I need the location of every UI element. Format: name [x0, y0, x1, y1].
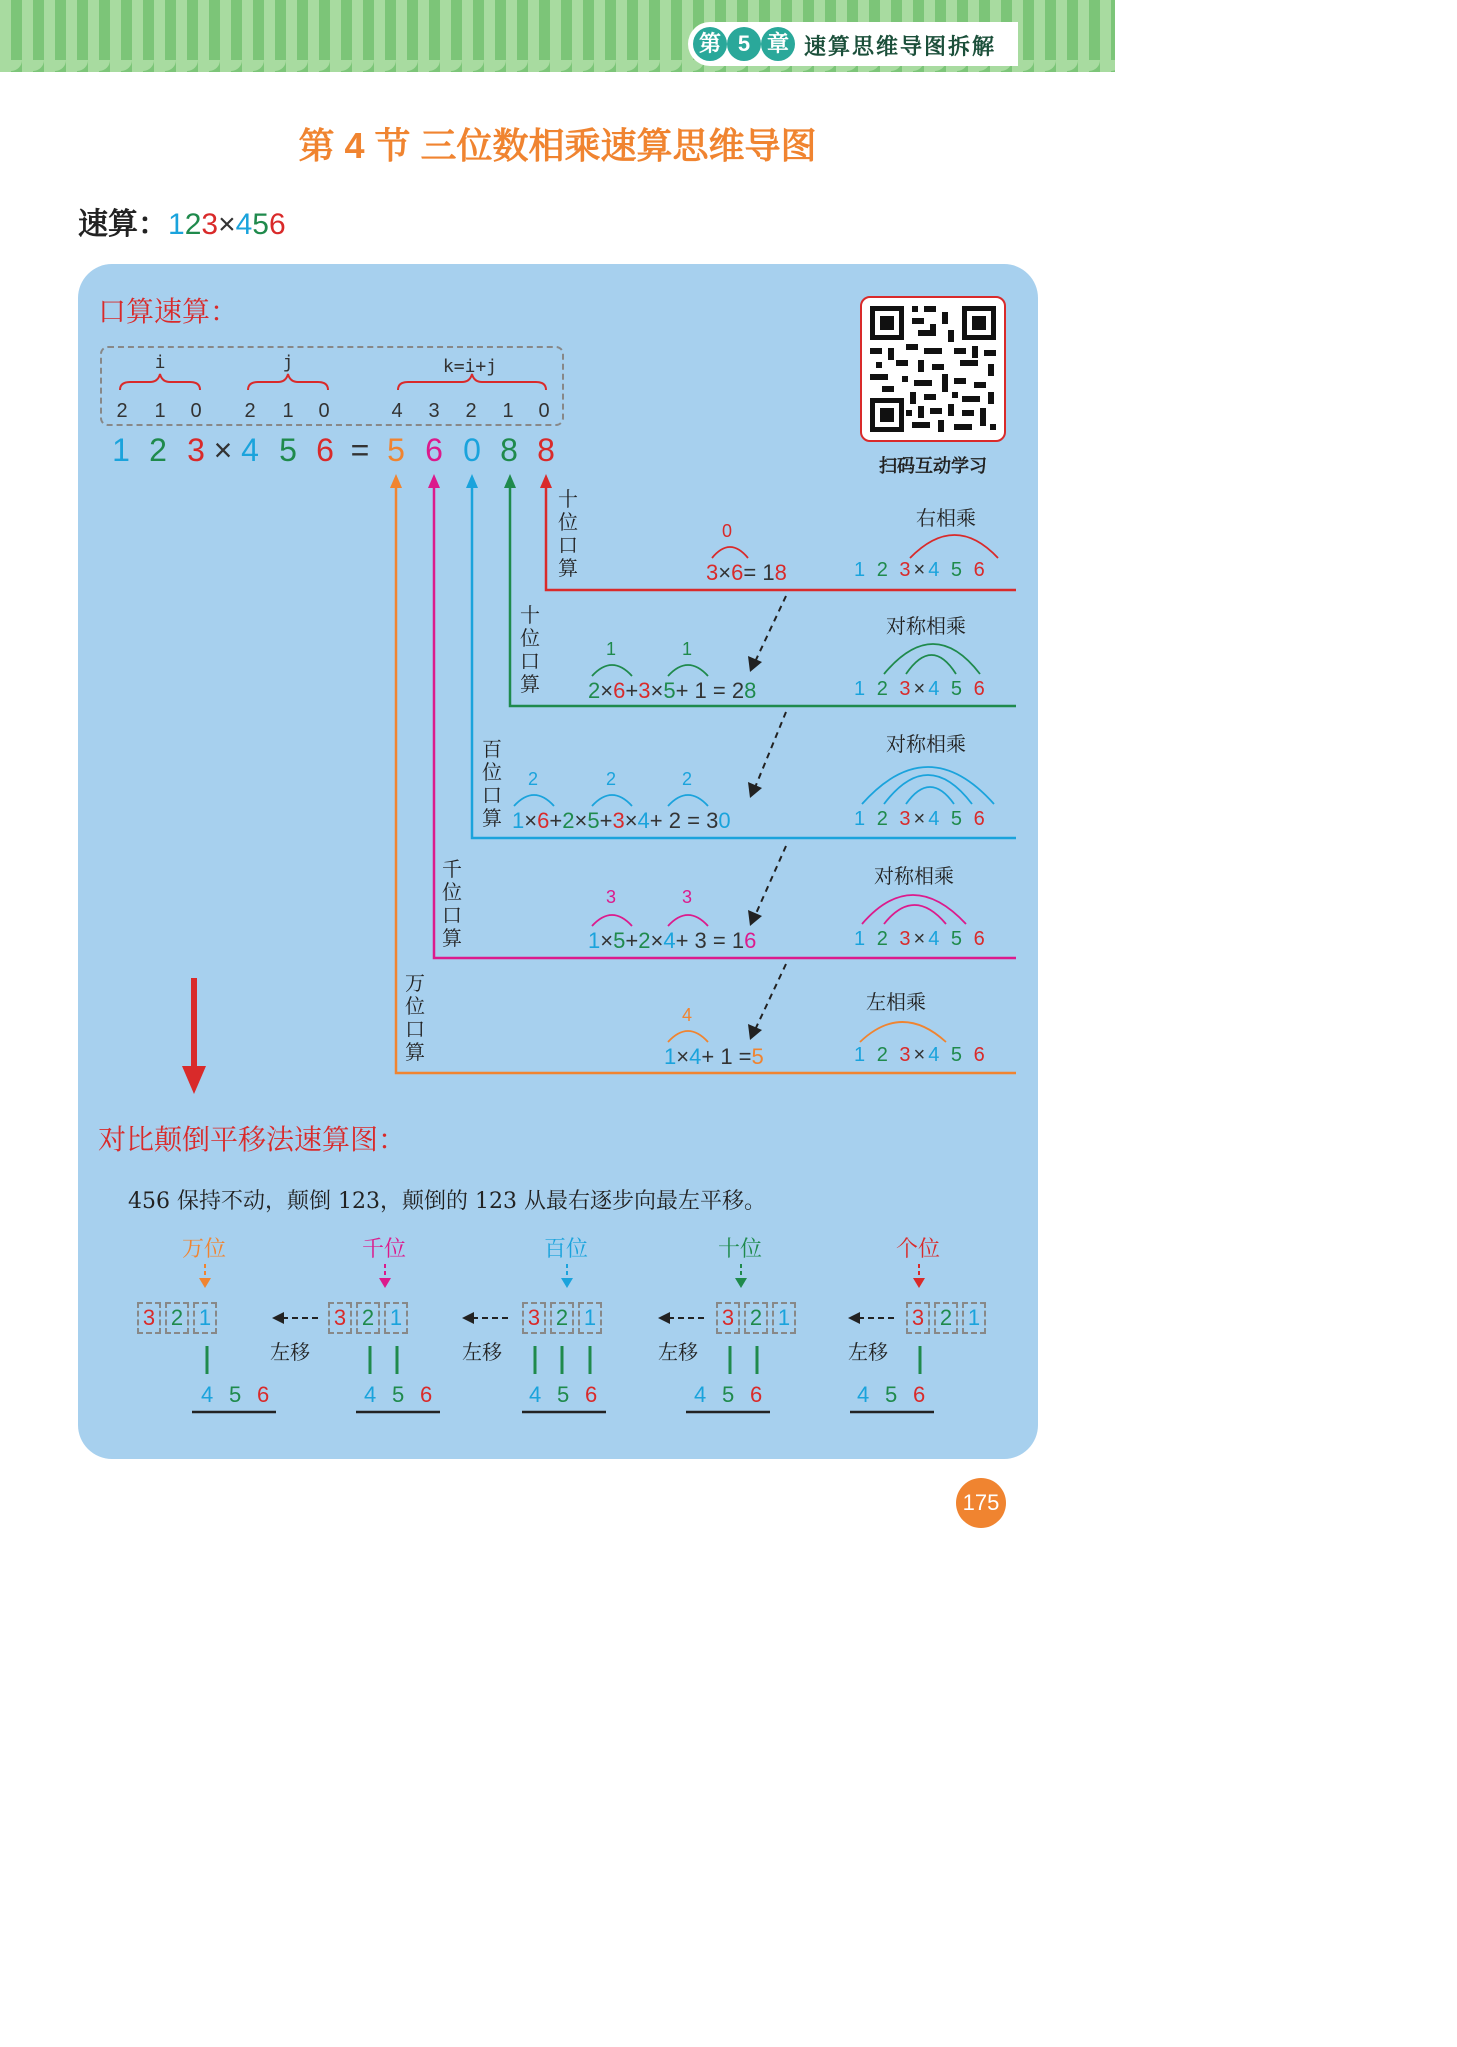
index-k: 0	[538, 400, 550, 422]
reversed-digit-box: 3	[137, 1302, 161, 1334]
problem-digit: 4	[235, 208, 253, 241]
index-i: 1	[154, 400, 166, 422]
main-digit: 4	[241, 432, 259, 468]
method-label: 对称相乘	[886, 614, 966, 638]
reversed-digit-box: 1	[193, 1302, 217, 1334]
chapter-title: 速算思维导图拆解	[804, 34, 997, 59]
fixed-digit: 4	[201, 1382, 214, 1407]
step-equation: 3×6= 18	[706, 560, 787, 585]
problem-digit: 6	[268, 208, 286, 241]
fixed-digit: 4	[364, 1382, 377, 1407]
reversed-digit-box: 2	[934, 1302, 958, 1334]
result-digit: 0	[463, 432, 481, 468]
result-digit: 6	[425, 432, 443, 468]
carry-digit: 2	[682, 769, 693, 789]
index-j: 0	[318, 400, 330, 422]
main-digit: 2	[149, 432, 167, 468]
problem-digit: 1	[168, 208, 185, 241]
result-digit: 5	[387, 432, 405, 468]
mini-expression: 1 2 3×4 5 6	[854, 808, 988, 830]
reversed-digit-box: 1	[578, 1302, 602, 1334]
fixed-digit: 6	[585, 1382, 598, 1407]
fixed-digit: 4	[857, 1382, 870, 1407]
position-label: 千位	[362, 1237, 407, 1262]
result-digit: 8	[537, 432, 555, 468]
reversed-digit-box: 2	[356, 1302, 380, 1334]
index-k: 3	[428, 400, 440, 422]
chapter-badge-first: 第	[693, 27, 727, 61]
reversed-digit-box: 3	[328, 1302, 352, 1334]
problem-label: 速算：	[78, 208, 168, 241]
problem-times: ×	[218, 208, 236, 241]
reversed-digit-box: 3	[716, 1302, 740, 1334]
index-k: 4	[391, 400, 403, 422]
step-equation: 1×5+2×4+ 3 = 16	[588, 928, 757, 953]
index-i: 0	[190, 400, 202, 422]
place-label: 十 位 口 算	[558, 487, 578, 580]
reversed-digit-box: 3	[906, 1302, 930, 1334]
shift-label: 左移	[270, 1340, 310, 1364]
method-label: 右相乘	[916, 506, 976, 530]
index-k: 1	[502, 400, 514, 422]
position-label: 个位	[896, 1237, 941, 1262]
place-label: 十 位 口 算	[520, 603, 540, 696]
main-digit: 5	[279, 432, 297, 468]
method-label: 对称相乘	[874, 864, 954, 888]
compare-description: 456 保持不动，颠倒 123，颠倒的 123 从最右逐步向最左平移。	[128, 1189, 766, 1214]
fixed-digit: 5	[557, 1382, 570, 1407]
carry-digit: 4	[682, 1005, 693, 1025]
carry-digit: 3	[606, 887, 617, 907]
fixed-digit: 6	[257, 1382, 270, 1407]
carry-digit: 1	[682, 639, 693, 659]
fixed-digit: 6	[750, 1382, 763, 1407]
method-label: 左相乘	[866, 990, 926, 1014]
carry-digit: 0	[722, 521, 733, 541]
problem-digit: 3	[201, 208, 219, 241]
qr-caption: 扫码互动学习	[879, 456, 987, 476]
method-label: 对称相乘	[886, 732, 966, 756]
index-label-k: k=i+j	[442, 356, 498, 377]
carry-digit: 2	[606, 769, 617, 789]
fixed-digit: 6	[420, 1382, 433, 1407]
problem-digit: 5	[252, 208, 269, 241]
result-digit: 8	[500, 432, 518, 468]
index-j: 1	[282, 400, 294, 422]
fixed-digit: 4	[694, 1382, 707, 1407]
position-label: 百位	[544, 1237, 589, 1262]
fixed-digit: 6	[913, 1382, 926, 1407]
mini-expression: 1 2 3×4 5 6	[854, 559, 988, 581]
reversed-digit-box: 2	[744, 1302, 768, 1334]
mini-expression: 1 2 3×4 5 6	[854, 1044, 988, 1066]
index-j: 2	[244, 400, 256, 422]
carry-digit: 1	[606, 639, 617, 659]
compare-heading: 对比颠倒平移法速算图：	[98, 1123, 407, 1156]
index-label-j: j	[282, 352, 294, 373]
fixed-digit: 5	[392, 1382, 405, 1407]
reversed-digit-box: 2	[165, 1302, 189, 1334]
shift-label: 左移	[658, 1340, 698, 1364]
carry-digit: 2	[528, 769, 539, 789]
fixed-digit: 5	[229, 1382, 242, 1407]
step-equation: 2×6+3×5+ 1 = 28	[588, 678, 757, 703]
mini-expression: 1 2 3×4 5 6	[854, 678, 988, 700]
reversed-digit-box: 1	[962, 1302, 986, 1334]
chapter-badge-zhang: 章	[761, 27, 795, 61]
position-label: 十位	[718, 1237, 763, 1262]
page-number: 175	[956, 1478, 1006, 1528]
reversed-digit-box: 3	[522, 1302, 546, 1334]
fixed-digit: 5	[722, 1382, 735, 1407]
index-i: 2	[116, 400, 128, 422]
section-title: 第 4 节 三位数相乘速算思维导图	[298, 125, 817, 166]
step-equation: 1×6+2×5+3×4+ 2 = 30	[512, 808, 731, 833]
main-times: ×	[213, 432, 233, 468]
place-label: 千 位 口 算	[442, 857, 462, 950]
main-digit: 1	[112, 432, 130, 468]
reversed-digit-box: 2	[550, 1302, 574, 1334]
shift-label: 左移	[462, 1340, 502, 1364]
reversed-digit-box: 1	[772, 1302, 796, 1334]
place-label: 万 位 口 算	[405, 971, 425, 1064]
oral-heading: 口算速算：	[98, 295, 239, 328]
step-equation: 1×4+ 1 =5	[664, 1044, 764, 1069]
problem-digit: 2	[184, 208, 202, 241]
position-label: 万位	[182, 1237, 227, 1262]
fixed-digit: 5	[885, 1382, 898, 1407]
mini-expression: 1 2 3×4 5 6	[854, 928, 988, 950]
carry-digit: 3	[682, 887, 693, 907]
place-label: 百 位 口 算	[482, 737, 502, 830]
main-digit: 3	[187, 432, 205, 468]
index-label-i: i	[154, 352, 166, 373]
main-equals: =	[350, 432, 370, 468]
fixed-digit: 4	[529, 1382, 542, 1407]
main-digit: 6	[316, 432, 334, 468]
chapter-badge-number: 5	[727, 27, 761, 61]
shift-label: 左移	[848, 1340, 888, 1364]
index-k: 2	[465, 400, 477, 422]
reversed-digit-box: 1	[384, 1302, 408, 1334]
